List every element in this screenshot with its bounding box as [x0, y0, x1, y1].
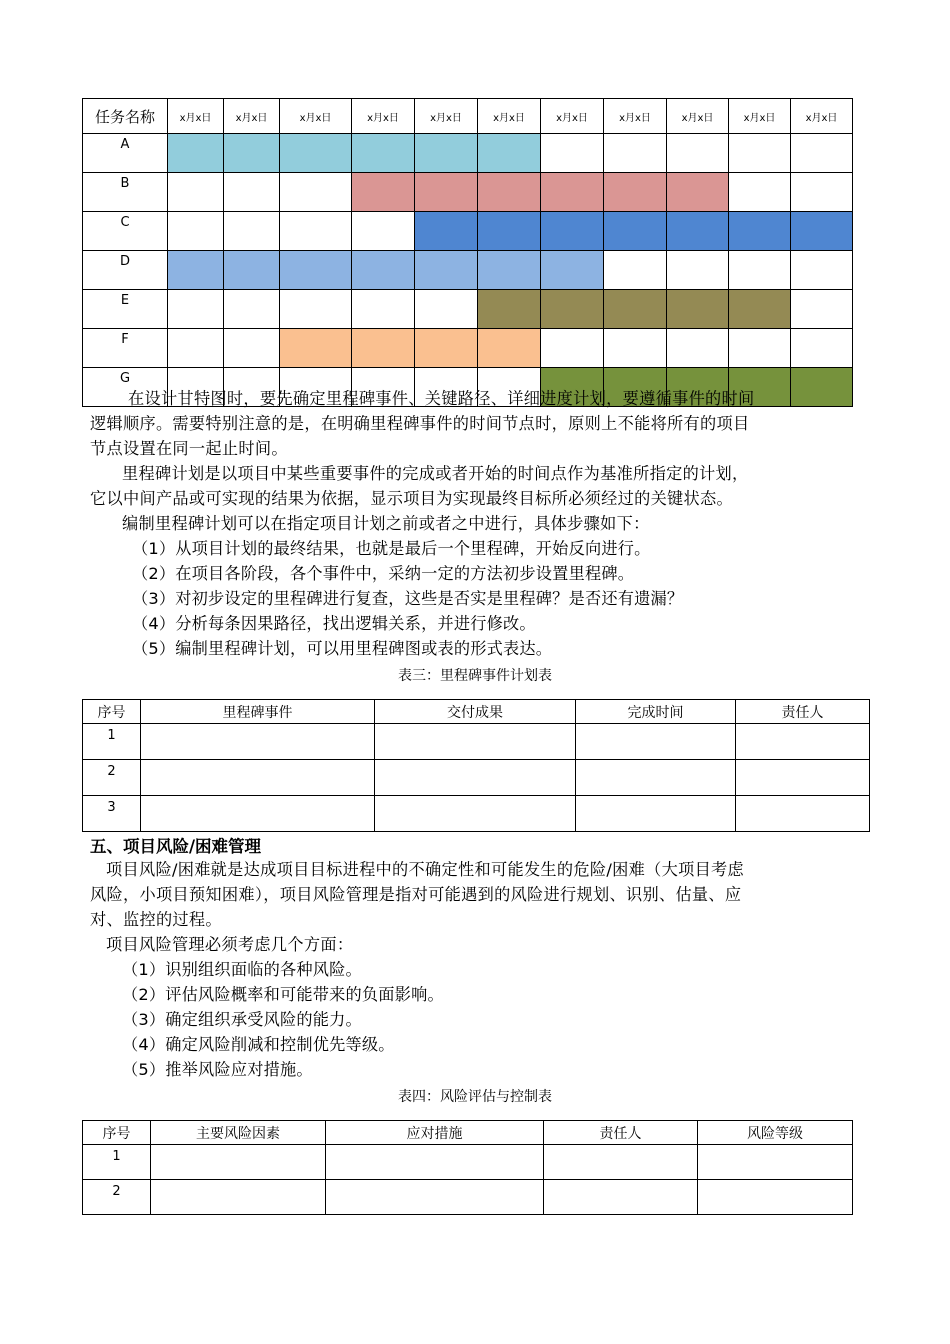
table-header-row: [83, 700, 870, 724]
gantt-bar-cell: [415, 173, 478, 212]
row-number: 1: [83, 1145, 151, 1180]
gantt-empty-cell: [729, 329, 791, 368]
table3-caption: 表三：里程碑事件计划表: [398, 668, 552, 684]
gantt-bar-cell: [541, 212, 604, 251]
step-item: （2）在项目各阶段，各个事件中，采纳一定的方法初步设置里程碑。: [132, 564, 635, 583]
step-item: （2）评估风险概率和可能带来的负面影响。: [122, 985, 444, 1004]
paragraph-line: 它以中间产品或可实现的结果为依据，显示项目为实现最终目标所必须经过的关键状态。: [90, 489, 734, 508]
gantt-empty-cell: [791, 134, 853, 173]
gantt-bar-cell: [791, 212, 853, 251]
gantt-empty-cell: [352, 290, 415, 329]
table-cell[interactable]: [698, 1145, 853, 1180]
table-row: [83, 1145, 853, 1180]
section-heading: 五、项目风险/困难管理: [90, 837, 262, 856]
step-item: （5）编制里程碑计划，可以用里程碑图或表的形式表达。: [132, 639, 553, 658]
task-name: E: [83, 290, 168, 329]
gantt-bar-cell: [478, 134, 541, 173]
table-cell[interactable]: [375, 724, 576, 760]
row-number: 2: [83, 760, 141, 796]
gantt-bar-cell: [280, 329, 352, 368]
gantt-empty-cell: [415, 290, 478, 329]
task-name: F: [83, 329, 168, 368]
table-cell[interactable]: [141, 796, 375, 832]
task-name-header: 任务名称: [83, 99, 168, 134]
gantt-empty-cell: [541, 134, 604, 173]
date-header-cell: x月x日: [541, 99, 604, 134]
gantt-bar-cell: [168, 134, 224, 173]
gantt-body: [83, 99, 853, 407]
gantt-empty-cell: [280, 212, 352, 251]
gantt-task-row: [83, 329, 853, 368]
milestone-table: [82, 699, 870, 832]
gantt-empty-cell: [791, 173, 853, 212]
paragraph-line: 里程碑计划是以项目中某些重要事件的完成或者开始的时间点作为基准所指定的计划，: [122, 464, 749, 483]
gantt-empty-cell: [604, 329, 667, 368]
task-name: G: [83, 368, 168, 407]
table4-caption: 表四：风险评估与控制表: [398, 1089, 552, 1105]
gantt-bar-cell: [224, 134, 280, 173]
paragraph-line: 风险，小项目预知困难），项目风险管理是指对可能遇到的风险进行规划、识别、估量、应: [90, 885, 742, 904]
paragraph-line: 在设计甘特图时，要先确定里程碑事件、关键路径、详细进度计划，要遵循事件的时间: [128, 389, 755, 408]
gantt-task-row: [83, 290, 853, 329]
gantt-empty-cell: [168, 290, 224, 329]
table-row: [83, 796, 870, 832]
gantt-bar-cell: [415, 329, 478, 368]
date-header-cell: x月x日: [667, 99, 729, 134]
task-name: D: [83, 251, 168, 290]
gantt-bar-cell: [667, 173, 729, 212]
header-cell: 责任人: [736, 700, 870, 724]
header-cell: 完成时间: [576, 700, 736, 724]
header-cell: 责任人: [544, 1121, 698, 1145]
task-name: C: [83, 212, 168, 251]
gantt-bar-cell: [415, 212, 478, 251]
gantt-empty-cell: [352, 212, 415, 251]
table-cell[interactable]: [698, 1180, 853, 1215]
table-row: [83, 1180, 853, 1215]
gantt-bar-cell: [415, 251, 478, 290]
table-cell[interactable]: [736, 724, 870, 760]
gantt-bar-cell: [667, 290, 729, 329]
table-cell[interactable]: [375, 760, 576, 796]
gantt-task-row: [83, 173, 853, 212]
gantt-bar-cell: [168, 251, 224, 290]
gantt-empty-cell: [168, 173, 224, 212]
paragraph-line: 逻辑顺序。需要特别注意的是，在明确里程碑事件的时间节点时，原则上不能将所有的项目: [90, 414, 750, 433]
gantt-bar-cell: [729, 290, 791, 329]
gantt-bar-cell: [604, 290, 667, 329]
date-header-cell: x月x日: [168, 99, 224, 134]
gantt-empty-cell: [541, 329, 604, 368]
table-cell[interactable]: [151, 1180, 326, 1215]
table-cell[interactable]: [141, 724, 375, 760]
gantt-bar-cell: [478, 212, 541, 251]
header-cell: 序号: [83, 700, 141, 724]
step-item: （4）确定风险削减和控制优先等级。: [122, 1035, 395, 1054]
table-cell[interactable]: [544, 1145, 698, 1180]
step-item: （3）确定组织承受风险的能力。: [122, 1010, 362, 1029]
step-item: （1）从项目计划的最终结果，也就是最后一个里程碑，开始反向进行。: [132, 539, 651, 558]
row-number: 2: [83, 1180, 151, 1215]
gantt-bar-cell: [791, 368, 853, 407]
table-cell[interactable]: [326, 1180, 544, 1215]
step-item: （1）识别组织面临的各种风险。: [122, 960, 362, 979]
table-header-row: [83, 1121, 853, 1145]
gantt-bar-cell: [280, 251, 352, 290]
header-cell: 应对措施: [326, 1121, 544, 1145]
table-cell[interactable]: [576, 796, 736, 832]
paragraph-line: 节点设置在同一起止时间。: [90, 439, 288, 458]
gantt-task-row: [83, 251, 853, 290]
table-cell[interactable]: [375, 796, 576, 832]
gantt-bar-cell: [604, 212, 667, 251]
table-cell[interactable]: [326, 1145, 544, 1180]
step-item: （4）分析每条因果路径，找出逻辑关系，并进行修改。: [132, 614, 536, 633]
header-cell: 里程碑事件: [141, 700, 375, 724]
table-cell[interactable]: [576, 724, 736, 760]
gantt-bar-cell: [478, 290, 541, 329]
gantt-empty-cell: [224, 290, 280, 329]
table-row: [83, 760, 870, 796]
date-header-cell: x月x日: [729, 99, 791, 134]
paragraph-line: 项目风险/困难就是达成项目目标进程中的不确定性和可能发生的危险/困难（大项目考虑: [106, 860, 745, 879]
gantt-empty-cell: [280, 173, 352, 212]
gantt-empty-cell: [168, 329, 224, 368]
gantt-empty-cell: [667, 134, 729, 173]
gantt-empty-cell: [729, 134, 791, 173]
step-item: （3）对初步设定的里程碑进行复查，这些是否实是里程碑？是否还有遗漏？: [132, 589, 684, 608]
task-name: A: [83, 134, 168, 173]
table-cell[interactable]: [151, 1145, 326, 1180]
gantt-empty-cell: [667, 251, 729, 290]
gantt-bar-cell: [729, 212, 791, 251]
table-row: [83, 724, 870, 760]
gantt-header-row: [83, 99, 853, 134]
gantt-bar-cell: [604, 173, 667, 212]
gantt-task-row: [83, 134, 853, 173]
gantt-empty-cell: [604, 134, 667, 173]
gantt-empty-cell: [224, 173, 280, 212]
risk-table: [82, 1120, 853, 1215]
gantt-bar-cell: [478, 329, 541, 368]
gantt-bar-cell: [352, 134, 415, 173]
gantt-empty-cell: [729, 251, 791, 290]
gantt-bar-cell: [224, 251, 280, 290]
table-cell[interactable]: [736, 760, 870, 796]
date-header-cell: x月x日: [352, 99, 415, 134]
gantt-empty-cell: [667, 329, 729, 368]
gantt-bar-cell: [352, 173, 415, 212]
gantt-empty-cell: [224, 329, 280, 368]
date-header-cell: x月x日: [280, 99, 352, 134]
table-cell[interactable]: [544, 1180, 698, 1215]
paragraph-line: 对、监控的过程。: [90, 910, 222, 929]
gantt-bar-cell: [541, 290, 604, 329]
row-number: 1: [83, 724, 141, 760]
gantt-task-row: [83, 212, 853, 251]
date-header-cell: x月x日: [791, 99, 853, 134]
step-item: （5）推举风险应对措施。: [122, 1060, 313, 1079]
gantt-bar-cell: [352, 329, 415, 368]
gantt-empty-cell: [791, 290, 853, 329]
gantt-empty-cell: [280, 290, 352, 329]
gantt-empty-cell: [791, 251, 853, 290]
date-header-cell: x月x日: [604, 99, 667, 134]
gantt-bar-cell: [478, 173, 541, 212]
table-cell[interactable]: [576, 760, 736, 796]
gantt-bar-cell: [541, 251, 604, 290]
paragraph-line: 项目风险管理必须考虑几个方面：: [106, 935, 354, 954]
gantt-empty-cell: [604, 251, 667, 290]
date-header-cell: x月x日: [224, 99, 280, 134]
gantt-empty-cell: [791, 329, 853, 368]
header-cell: 序号: [83, 1121, 151, 1145]
table-cell[interactable]: [736, 796, 870, 832]
header-cell: 风险等级: [698, 1121, 853, 1145]
row-number: 3: [83, 796, 141, 832]
date-header-cell: x月x日: [415, 99, 478, 134]
header-cell: 主要风险因素: [151, 1121, 326, 1145]
date-header-cell: x月x日: [478, 99, 541, 134]
paragraph-line: 编制里程碑计划可以在指定项目计划之前或者之中进行，具体步骤如下：: [122, 514, 650, 533]
gantt-empty-cell: [729, 173, 791, 212]
table-cell[interactable]: [141, 760, 375, 796]
gantt-bar-cell: [352, 251, 415, 290]
gantt-table: [82, 98, 853, 407]
header-cell: 交付成果: [375, 700, 576, 724]
gantt-bar-cell: [541, 173, 604, 212]
task-name: B: [83, 173, 168, 212]
gantt-bar-cell: [667, 212, 729, 251]
gantt-bar-cell: [415, 134, 478, 173]
gantt-bar-cell: [280, 134, 352, 173]
gantt-empty-cell: [224, 212, 280, 251]
gantt-bar-cell: [478, 251, 541, 290]
gantt-empty-cell: [168, 212, 224, 251]
